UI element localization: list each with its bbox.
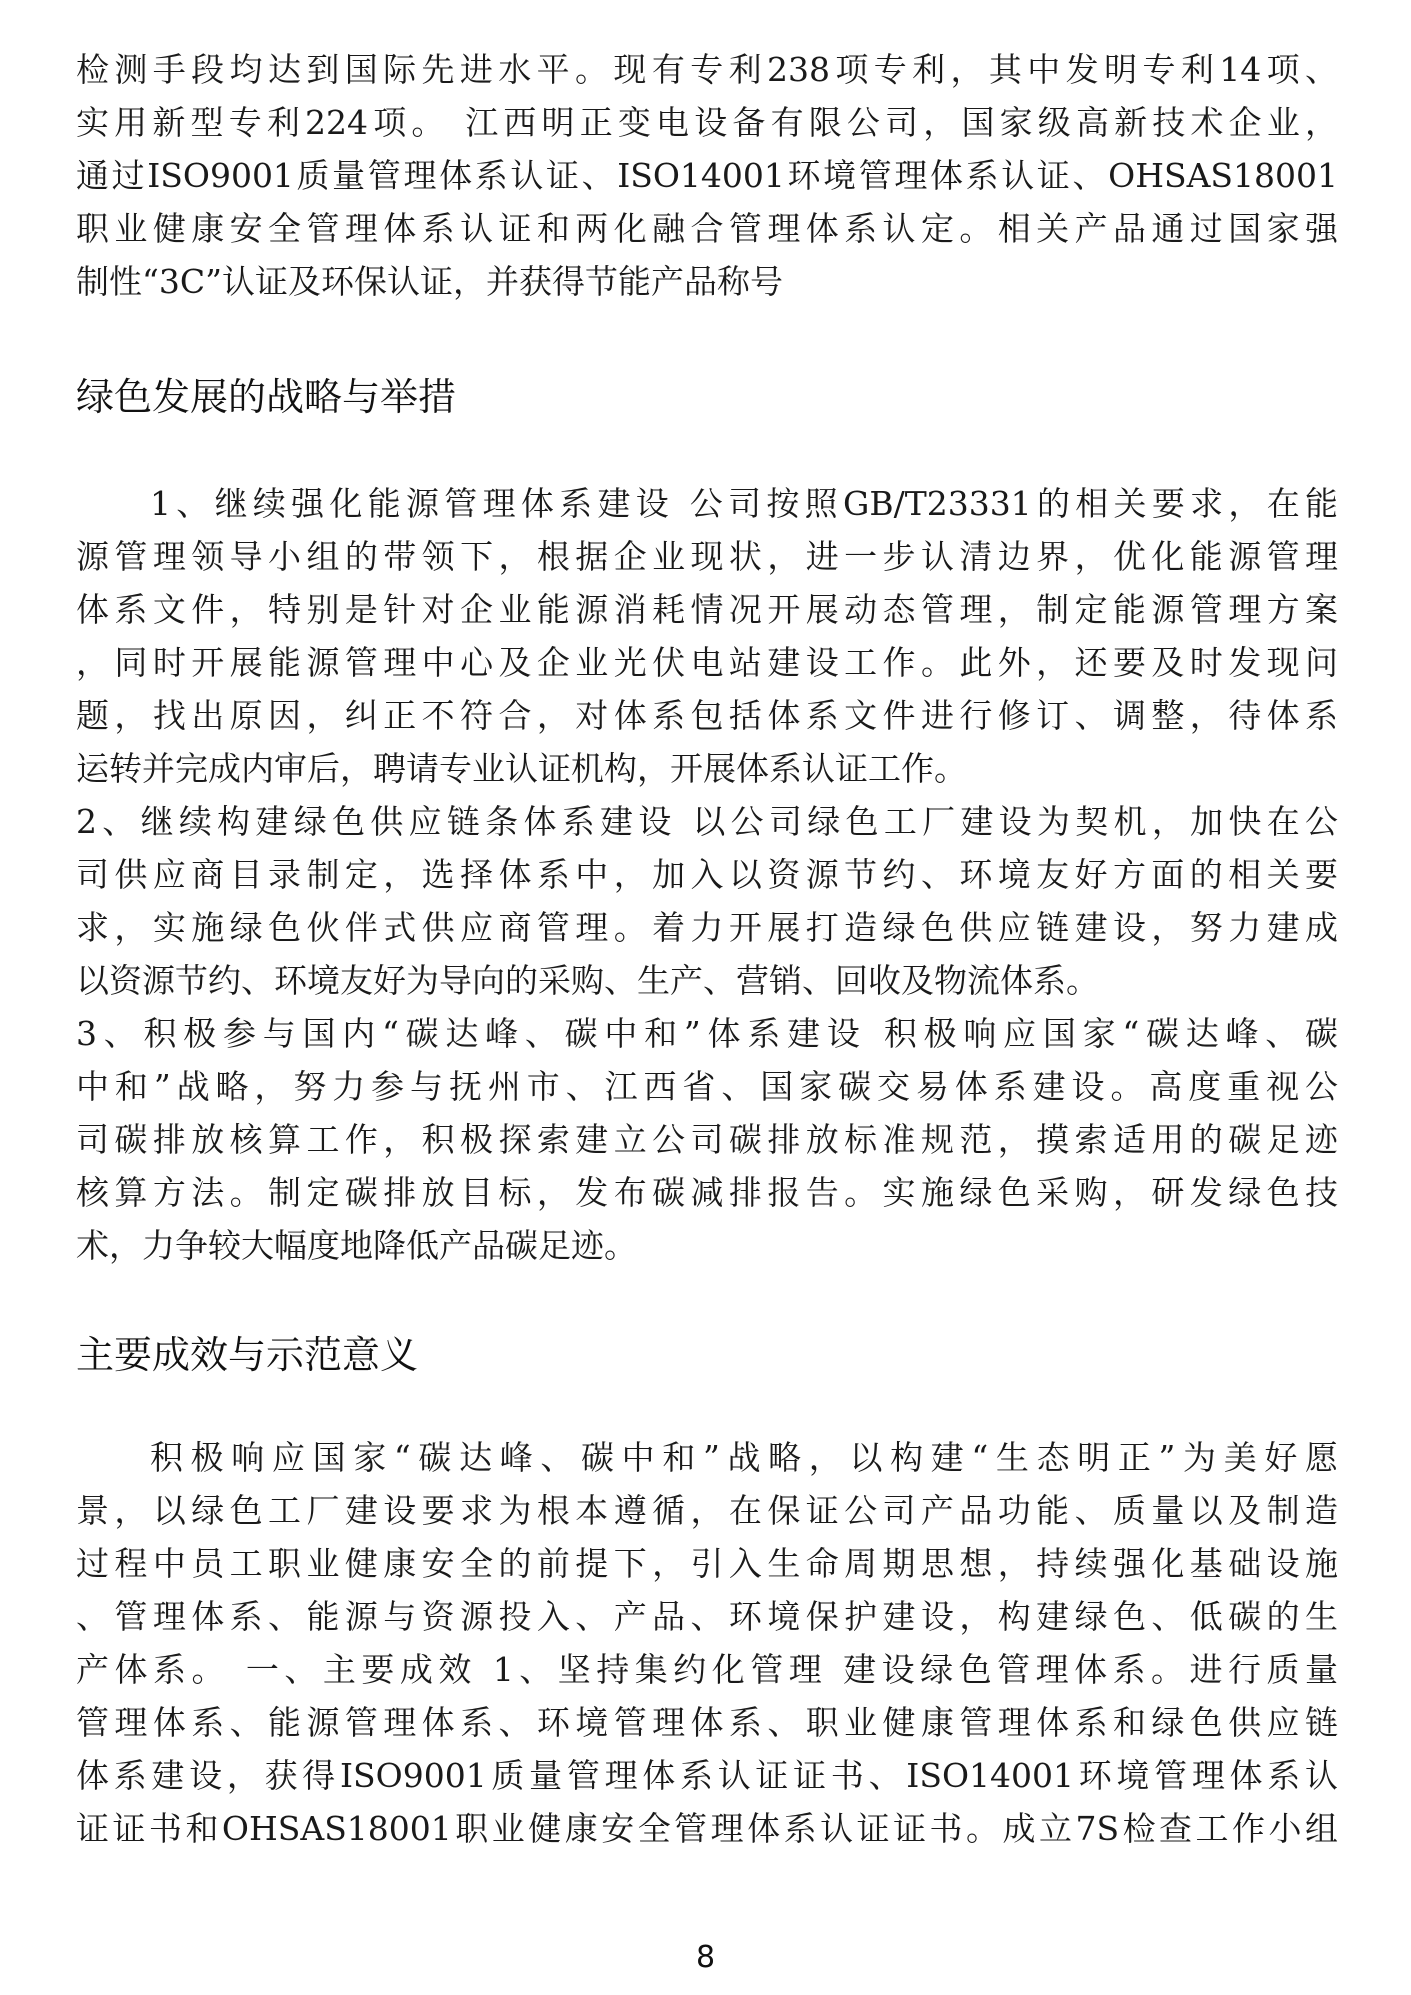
intro-line-3: 通过ISO9001质量管理体系认证、ISO14001环境管理体系认证、OHSAS18001 [76,156,1338,195]
section1-line-10: 以资源节约、环境友好为导向的采购、生产、营销、回收及物流体系。 [76,961,1099,1000]
intro-line-2: 实用新型专利224项。 江西明正变电设备有限公司，国家级高新技术企业， [76,103,1338,142]
intro-line-4: 职业健康安全管理体系认证和两化融合管理体系认定。相关产品通过国家强 [76,209,1338,248]
section1-line-2: 源管理领导小组的带领下，根据企业现状，进一步认清边界，优化能源管理 [76,537,1338,576]
section2-line-1: 积极响应国家“碳达峰、碳中和”战略，以构建“生态明正”为美好愿 [150,1438,1338,1477]
section2-line-6: 管理体系、能源管理体系、环境管理体系、职业健康管理体系和绿色供应链 [76,1703,1338,1742]
section2-line-8: 证证书和OHSAS18001职业健康安全管理体系认证证书。成立7S检查工作小组 [76,1809,1338,1848]
section-heading-strategy: 绿色发展的战略与举措 [76,375,457,419]
section1-line-12: 中和”战略，努力参与抚州市、江西省、国家碳交易体系建设。高度重视公 [76,1067,1338,1106]
section-heading-achievements: 主要成效与示范意义 [76,1333,419,1377]
section1-line-1: 1、继续强化能源管理体系建设 公司按照GB/T23331的相关要求，在能 [150,484,1338,523]
section1-line-14: 核算方法。制定碳排放目标，发布碳减排报告。实施绿色采购，研发绿色技 [76,1173,1338,1212]
section1-line-15: 术，力争较大幅度地降低产品碳足迹。 [76,1226,637,1265]
page-number: 8 [695,1940,716,1975]
section1-line-3: 体系文件，特别是针对企业能源消耗情况开展动态管理，制定能源管理方案 [76,590,1338,629]
section1-line-9: 求，实施绿色伙伴式供应商管理。着力开展打造绿色供应链建设，努力建成 [76,908,1338,947]
intro-line-5: 制性“3C”认证及环保认证，并获得节能产品称号 [76,262,783,301]
section1-line-7: 2、继续构建绿色供应链条体系建设 以公司绿色工厂建设为契机，加快在公 [76,802,1338,841]
section2-line-5: 产体系。 一、主要成效 1、坚持集约化管理 建设绿色管理体系。进行质量 [76,1650,1338,1689]
section2-line-2: 景，以绿色工厂建设要求为根本遵循，在保证公司产品功能、质量以及制造 [76,1491,1338,1530]
section2-line-7: 体系建设，获得ISO9001质量管理体系认证证书、ISO14001环境管理体系认 [76,1756,1338,1795]
section1-line-13: 司碳排放核算工作，积极探索建立公司碳排放标准规范，摸索适用的碳足迹 [76,1120,1338,1159]
section1-line-6: 运转并完成内审后，聘请专业认证机构，开展体系认证工作。 [76,749,967,788]
section1-line-11: 3、积极参与国内“碳达峰、碳中和”体系建设 积极响应国家“碳达峰、碳 [76,1014,1338,1053]
section1-line-5: 题，找出原因，纠正不符合，对体系包括体系文件进行修订、调整，待体系 [76,696,1338,735]
section1-line-8: 司供应商目录制定，选择体系中，加入以资源节约、环境友好方面的相关要 [76,855,1338,894]
section2-line-3: 过程中员工职业健康安全的前提下，引入生命周期思想，持续强化基础设施 [76,1544,1338,1583]
section2-line-4: 、管理体系、能源与资源投入、产品、环境保护建设，构建绿色、低碳的生 [76,1597,1338,1636]
section1-line-4: ，同时开展能源管理中心及企业光伏电站建设工作。此外，还要及时发现问 [76,643,1338,682]
intro-line-1: 检测手段均达到国际先进水平。现有专利238项专利，其中发明专利14项、 [76,50,1338,89]
